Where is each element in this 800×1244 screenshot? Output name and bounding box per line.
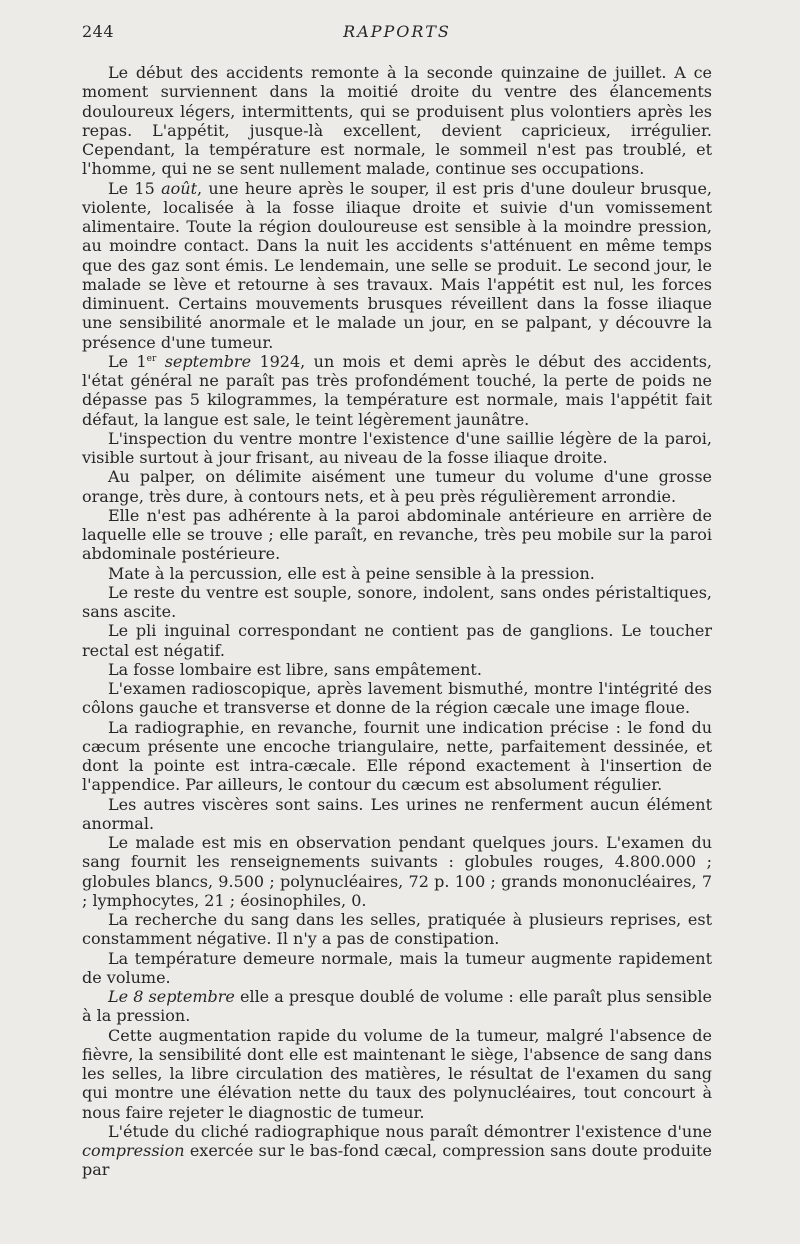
page-number: 244 [82,22,115,41]
paragraph: Le 15 août, une heure après le souper, il est pris d'une douleur brusque, violente, localisée à la fosse iliaque droite et suivie d'un vomissement alimentaire. Toute la région douloureuse est sensible à la moindre pression, au moindre contact. Dans la nuit les accidents s'atténuent en même temps que des gaz sont émis. Le lendemain, une selle se produit. Le second jour, le malade se lève et retourne à ses travaux. Mais l'appétit est nul, les forces diminuent. Certains mouvements brusques réveillent dans la fosse iliaque une sensibilité anormale et le malade un jour, en se palpant, y découvre la présence d'une tumeur. [82,178,713,352]
paragraph: Cette augmentation rapide du volume de la tumeur, malgré l'absence de fièvre, la sensibilité dont elle est maintenant le siège, l'absence de sang dans les selles, la libre circulation des matières, le résultat de l'examen du sang qui montre une élévation nette du taux des polynucléaires, tout concourt à nous faire rejeter le diagnostic de tumeur. [82,1025,712,1122]
paragraph: L'examen radioscopique, après lavement bismuthé, montre l'intégrité des côlons gauche et transverse et donne de la région cæcale une image floue. [82,679,712,718]
paragraph: Le pli inguinal correspondant ne contient pas de ganglions. Le toucher rectal est négatif. [82,621,712,660]
paragraph: La fosse lombaire est libre, sans empâtement. [108,659,482,679]
paragraph: La recherche du sang dans les selles, pratiquée à plusieurs reprises, est constamment négative. Il n'y a pas de constipation. [82,910,712,949]
paragraph: Les autres viscères sont sains. Les urines ne renferment aucun élément anormal. [82,794,712,833]
paragraph: La radiographie, en revanche, fournit une indication précise : le fond du cæcum présente une encoche triangulaire, nette, parfaitement dessinée, et dont la pointe est intra-cæcale. Elle répond exactement à l'insertion de l'appendice. Par ailleurs, le contour du cæcum est absolument régulier. [82,717,712,795]
page-header [82,22,712,46]
paragraph: Le début des accidents remonte à la seconde quinzaine de juillet. A ce moment surviennent dans la moitié droite du ventre des élancements douloureux légers, intermittents, qui se produisent plus volontiers après les repas. L'appétit, jusque-là excellent, devient capricieux, irrégulier. Cependant, la température est normale, le sommeil n'est pas troublé, et l'homme, qui ne se sent nullement malade, continue ses occupations. [82,63,712,179]
paragraph: L'étude du cliché radiographique nous paraît démontrer l'existence d'une compression exercée sur le bas-fond cæcal, compression sans doute produite par [82,1121,712,1180]
paragraph: Mate à la percussion, elle est à peine sensible à la pression. [108,563,595,583]
paragraph: Au palper, on délimite aisément une tumeur du volume d'une grosse orange, très dure, à contours nets, et à peu près régulièrement arrondie. [82,467,712,506]
paragraph: Le 8 septembre elle a presque doublé de volume : elle paraît plus sensible à la pression. [82,987,712,1026]
paragraph: L'inspection du ventre montre l'existence d'une saillie légère de la paroi, visible surtout à jour frisant, au niveau de la fosse iliaque droite. [82,428,712,467]
paragraph: Le malade est mis en observation pendant quelques jours. L'examen du sang fournit les renseignements suivants : globules rouges, 4.800.000 ; globules blancs, 9.500 ; polynucléaires, 72 p. 100 ; grands mononucléaires, 7 ; lymphocytes, 21 ; éosinophiles, 0. [82,833,712,910]
paragraph: Le reste du ventre est souple, sonore, indolent, sans ondes péristaltiques, sans ascite. [82,582,712,621]
paragraph: La température demeure normale, mais la tumeur augmente rapidement de volume. [82,948,712,987]
paragraph: Le 1er septembre 1924, un mois et demi après le début des accidents, l'état général ne paraît pas très profondément touché, la perte de poids ne dépasse pas 5 kilogrammes, la température est normale, mais l'appétit fait défaut, la langue est sale, le teint légèrement jaunâtre. [82,351,713,429]
running-title: RAPPORTS [343,22,451,41]
paragraph: Elle n'est pas adhérente à la paroi abdominale antérieure en arrière de laquelle elle se trouve ; elle paraît, en revanche, très peu mobile sur la paroi abdominale postérieure. [82,505,712,564]
body-text [82,63,712,1180]
